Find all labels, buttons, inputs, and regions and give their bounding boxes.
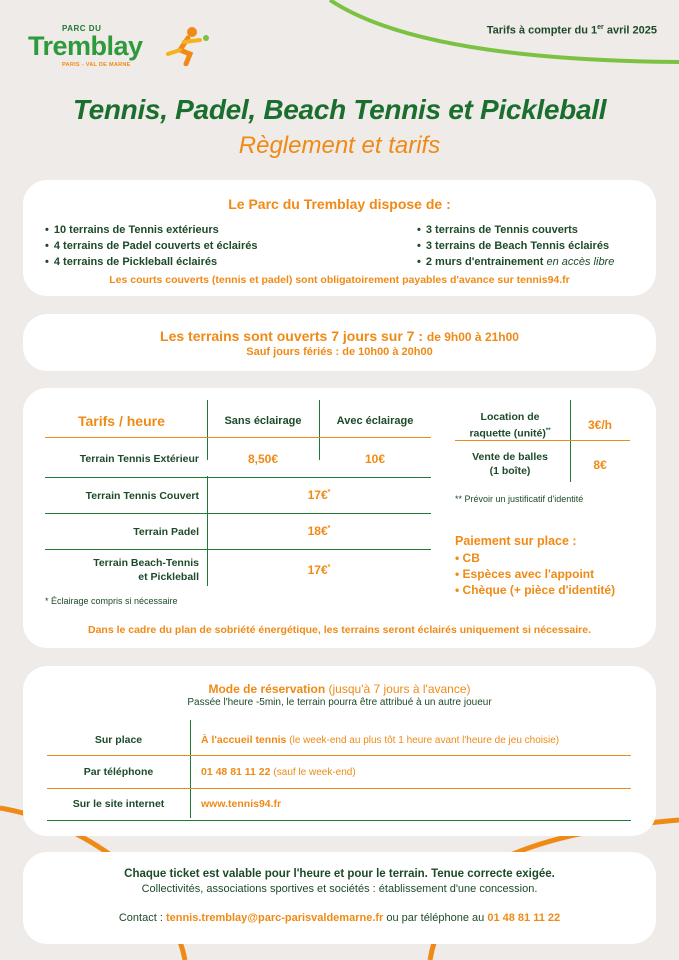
opening-hours: Les terrains sont ouverts 7 jours sur 7 : de 9h00 à 21h00 bbox=[160, 328, 519, 344]
list-item: • 2 murs d'entrainement en accès libre bbox=[417, 256, 615, 268]
booking-card bbox=[23, 666, 656, 836]
id-note: ** Prévoir un justificatif d'identité bbox=[455, 494, 584, 504]
list-item: • 4 terrains de Padel couverts et éclairés bbox=[45, 240, 258, 252]
contact-email-link[interactable]: tennis.tremblay@parc-parisvaldemarne.fr bbox=[165, 912, 384, 924]
footer-card bbox=[23, 852, 656, 944]
booking-row-value: À l'accueil tennis (le week-end au plus tôt 1 heure avant l'heure de jeu choisie) bbox=[201, 734, 560, 746]
pricing-header-sans: Sans éclairage bbox=[224, 415, 302, 427]
price-exterior-sans: 8,50€ bbox=[247, 452, 279, 466]
opening-hours-card bbox=[23, 314, 656, 371]
table-row-label: Terrain Padel bbox=[133, 526, 199, 538]
booking-website-link[interactable]: www.tennis94.fr bbox=[201, 798, 282, 810]
pricing-card bbox=[23, 388, 656, 648]
effective-date: Tarifs à compter du 1er avril 2025 bbox=[486, 24, 657, 37]
payment-list bbox=[455, 550, 615, 598]
balls-sale-price: 8€ bbox=[593, 458, 607, 472]
table-row-label: Terrain Beach-Tennis et Pickleball bbox=[93, 557, 199, 583]
list-item: • CB bbox=[455, 551, 480, 565]
booking-row-label: Par téléphone bbox=[83, 766, 154, 778]
logo-top-text: PARC DU bbox=[62, 24, 102, 33]
runner-icon bbox=[160, 26, 210, 66]
contact-phone[interactable]: 01 48 81 11 22 bbox=[487, 912, 561, 924]
park-logo bbox=[22, 24, 212, 72]
logo-name: Tremblay bbox=[28, 31, 143, 61]
price-covered: 17€* bbox=[307, 488, 331, 502]
pricing-header-label: Tarifs / heure bbox=[78, 413, 165, 429]
facilities-left-list bbox=[45, 222, 257, 270]
facilities-heading: Le Parc du Tremblay dispose de : bbox=[228, 196, 451, 212]
racket-rental-label: Location de raquette (unité)** bbox=[469, 411, 551, 440]
holiday-hours: Sauf jours fériés : de 10h00 à 20h00 bbox=[246, 346, 433, 358]
booking-row-label: Sur place bbox=[94, 734, 143, 746]
table-row-label: Terrain Tennis Couvert bbox=[85, 490, 199, 502]
list-item: • 10 terrains de Tennis extérieurs bbox=[45, 224, 219, 236]
price-exterior-avec: 10€ bbox=[364, 452, 386, 466]
page-subtitle: Règlement et tarifs bbox=[238, 132, 441, 159]
energy-note: Dans le cadre du plan de sobriété énergétique, les terrains seront éclairés uniquement si nécessaire. bbox=[87, 624, 592, 636]
list-item: • 3 terrains de Beach Tennis éclairés bbox=[417, 240, 610, 252]
ticket-rules: Chaque ticket est valable pour l'heure et pour le terrain. Tenue correcte exigée. bbox=[124, 868, 555, 880]
booking-row-value: 01 48 81 11 22 (sauf le week-end) bbox=[201, 766, 356, 778]
list-item: • Chèque (+ pièce d'identité) bbox=[455, 583, 616, 597]
pricing-header-avec: Avec éclairage bbox=[336, 415, 414, 427]
booking-title: Mode de réservation (jusqu'à 7 jours à l'avance) bbox=[208, 682, 471, 696]
price-padel: 18€* bbox=[307, 524, 331, 538]
lighting-footnote: * Éclairage compris si nécessaire bbox=[45, 596, 178, 606]
logo-subtitle: PARIS - VAL DE MARNE bbox=[62, 62, 131, 68]
list-item: • 3 terrains de Tennis couverts bbox=[417, 224, 578, 236]
racket-rental-price: 3€/h bbox=[587, 418, 612, 432]
list-item: • Espèces avec l'appoint bbox=[455, 567, 595, 581]
facilities-card bbox=[23, 180, 656, 296]
booking-subtitle: Passée l'heure -5min, le terrain pourra être attribué à un autre joueur bbox=[187, 697, 492, 708]
table-row-label: Terrain Tennis Extérieur bbox=[79, 453, 199, 465]
payment-title: Paiement sur place : bbox=[455, 534, 577, 548]
page-title: Tennis, Padel, Beach Tennis et Pickleball bbox=[72, 94, 607, 125]
prepay-note: Les courts couverts (tennis et padel) sont obligatoirement payables d'avance sur tennis94.fr bbox=[109, 274, 570, 286]
concession-note: Collectivités, associations sportives et sociétés : établissement d'une concession. bbox=[141, 883, 538, 895]
price-beach-pickleball: 17€* bbox=[307, 563, 331, 577]
contact-line: Contact : tennis.tremblay@parc-parisvaldemarne.fr ou par téléphone au 01 48 81 11 22 bbox=[118, 912, 561, 924]
booking-row-label: Sur le site internet bbox=[72, 798, 165, 810]
balls-sale-label: Vente de balles (1 boîte) bbox=[472, 451, 548, 477]
list-item: • 4 terrains de Pickleball éclairés bbox=[45, 256, 218, 268]
facilities-right-list bbox=[417, 222, 614, 270]
